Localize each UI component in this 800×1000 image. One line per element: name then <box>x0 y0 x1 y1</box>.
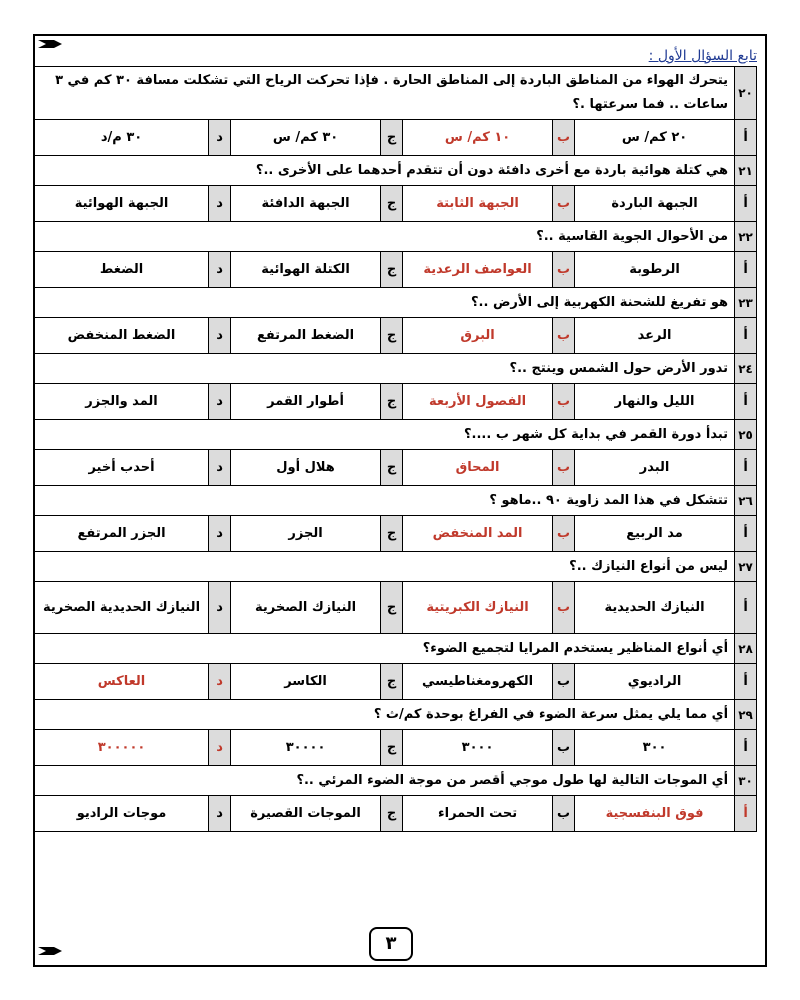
question-number: ٢٦ <box>735 486 757 516</box>
option-letter: ب <box>553 186 575 222</box>
question-text: تبدأ دورة القمر في بداية كل شهر ب ....؟ <box>35 420 735 450</box>
option-letter: ج <box>381 516 403 552</box>
question-number: ٢٥ <box>735 420 757 450</box>
option-answer: الجزر المرتفع <box>35 516 209 552</box>
option-answer-correct: البرق <box>403 318 553 354</box>
option-answer-correct: ٣٠٠٠٠٠ <box>35 730 209 766</box>
option-answer-correct: النيازك الكبريتية <box>403 582 553 634</box>
option-letter: ب <box>553 796 575 832</box>
option-letter: أ <box>735 120 757 156</box>
options-row <box>35 450 757 486</box>
option-answer: الضغط <box>35 252 209 288</box>
question-number: ٣٠ <box>735 766 757 796</box>
arrow-right-icon <box>36 944 64 958</box>
options-row <box>35 120 757 156</box>
option-answer: الضغط المرتفع <box>231 318 381 354</box>
options-row <box>35 186 757 222</box>
question-row <box>35 156 757 186</box>
option-letter: ج <box>381 796 403 832</box>
question-row <box>35 634 757 664</box>
option-answer: الجبهة الدافئة <box>231 186 381 222</box>
option-letter: ج <box>381 186 403 222</box>
option-letter: د <box>209 120 231 156</box>
option-answer: مد الربيع <box>575 516 735 552</box>
option-answer: تحت الحمراء <box>403 796 553 832</box>
option-answer: ٣٠٠٠٠ <box>231 730 381 766</box>
option-answer: أحدب أخير <box>35 450 209 486</box>
option-letter: ج <box>381 384 403 420</box>
option-answer: الجزر <box>231 516 381 552</box>
option-answer: البدر <box>575 450 735 486</box>
option-answer: الراديوي <box>575 664 735 700</box>
options-row <box>35 730 757 766</box>
option-letter: ب <box>553 730 575 766</box>
question-row <box>35 700 757 730</box>
option-letter: ج <box>381 318 403 354</box>
options-row <box>35 664 757 700</box>
arrow-right-icon <box>36 37 64 51</box>
option-answer: الضغط المنخفض <box>35 318 209 354</box>
question-text: أي الموجات التالية لها طول موجي أقصر من موجة الضوء المرئي ..؟ <box>35 766 735 796</box>
option-letter: ج <box>381 450 403 486</box>
option-letter: د <box>209 730 231 766</box>
question-number: ٢٨ <box>735 634 757 664</box>
option-answer-correct: الجبهة الثابتة <box>403 186 553 222</box>
options-row <box>35 384 757 420</box>
option-letter: ب <box>553 252 575 288</box>
option-letter: ب <box>553 664 575 700</box>
question-number: ٢٩ <box>735 700 757 730</box>
option-letter: د <box>209 664 231 700</box>
option-letter: أ <box>735 516 757 552</box>
option-letter: ج <box>381 120 403 156</box>
question-row <box>35 552 757 582</box>
option-letter: د <box>209 318 231 354</box>
option-letter: ب <box>553 384 575 420</box>
question-row <box>35 354 757 384</box>
page-number: ٣ <box>369 927 413 961</box>
option-answer: هلال أول <box>231 450 381 486</box>
option-answer: ٣٠٠ <box>575 730 735 766</box>
question-text: أي مما يلي يمثل سرعة الضوء في الفراغ بوحدة كم/ث ؟ <box>35 700 735 730</box>
option-answer: الرطوبة <box>575 252 735 288</box>
option-answer: ٣٠ كم/ س <box>231 120 381 156</box>
option-answer: ٣٠٠٠ <box>403 730 553 766</box>
question-number: ٢٢ <box>735 222 757 252</box>
question-row <box>35 486 757 516</box>
option-letter: أ <box>735 384 757 420</box>
question-text: ليس من أنواع النيازك ..؟ <box>35 552 735 582</box>
question-text: أي أنواع المناظير يستخدم المرايا لتجميع الضوء؟ <box>35 634 735 664</box>
option-letter: د <box>209 384 231 420</box>
option-answer: النيازك الحديدية <box>575 582 735 634</box>
options-row <box>35 516 757 552</box>
question-text: من الأحوال الجوية القاسية ..؟ <box>35 222 735 252</box>
option-letter: ج <box>381 664 403 700</box>
option-letter: ب <box>553 318 575 354</box>
option-answer: النيازك الحديدية الصخرية <box>35 582 209 634</box>
option-answer-correct: العواصف الرعدية <box>403 252 553 288</box>
options-row <box>35 318 757 354</box>
option-answer: أطوار القمر <box>231 384 381 420</box>
options-row <box>35 252 757 288</box>
question-text: تتشكل في هذا المد زاوية ٩٠ ..ماهو ؟ <box>35 486 735 516</box>
option-answer: الكهرومغناطيسي <box>403 664 553 700</box>
question-number: ٢٠ <box>735 67 757 120</box>
option-answer: الرعد <box>575 318 735 354</box>
option-answer: ٣٠ م/د <box>35 120 209 156</box>
option-letter: أ <box>735 186 757 222</box>
option-answer: الكتلة الهوائية <box>231 252 381 288</box>
option-letter: أ <box>735 450 757 486</box>
option-letter: أ <box>735 664 757 700</box>
option-letter: أ <box>735 582 757 634</box>
option-answer: ٢٠ كم/ س <box>575 120 735 156</box>
option-answer: الجبهة الباردة <box>575 186 735 222</box>
question-number: ٢٣ <box>735 288 757 318</box>
option-letter: أ <box>735 730 757 766</box>
question-text: هي كتلة هوائية باردة مع أخرى دافئة دون أن تتقدم أحدهما على الأخرى ..؟ <box>35 156 735 186</box>
question-row <box>35 420 757 450</box>
question-number: ٢١ <box>735 156 757 186</box>
option-letter: ب <box>553 516 575 552</box>
option-answer-correct: ١٠ كم/ س <box>403 120 553 156</box>
option-answer: المد والجزر <box>35 384 209 420</box>
question-number: ٢٤ <box>735 354 757 384</box>
option-letter: ب <box>553 450 575 486</box>
option-letter: د <box>209 582 231 634</box>
question-text: هو تفريغ للشحنة الكهربية إلى الأرض ..؟ <box>35 288 735 318</box>
question-text: يتحرك الهواء من المناطق الباردة إلى المناطق الحارة . فإذا تحركت الرياح التي تشكلت مسافة ٣٠ كم في ٣ ساعات .. فما سرعتها .؟ <box>35 67 735 120</box>
questions-table <box>34 66 757 832</box>
option-letter: ج <box>381 582 403 634</box>
option-letter: أ <box>735 252 757 288</box>
option-letter: ب <box>553 120 575 156</box>
options-row <box>35 582 757 634</box>
options-row <box>35 796 757 832</box>
question-text: تدور الأرض حول الشمس وينتج ..؟ <box>35 354 735 384</box>
option-answer-correct: فوق البنفسجية <box>575 796 735 832</box>
question-row <box>35 766 757 796</box>
question-number: ٢٧ <box>735 552 757 582</box>
option-letter: ج <box>381 730 403 766</box>
option-answer: الكاسر <box>231 664 381 700</box>
page-header: تابع السؤال الأول : <box>648 48 757 64</box>
option-letter: أ <box>735 318 757 354</box>
question-row <box>35 67 757 120</box>
option-answer-correct: العاكس <box>35 664 209 700</box>
option-answer: موجات الراديو <box>35 796 209 832</box>
option-letter: د <box>209 252 231 288</box>
option-letter: ج <box>381 252 403 288</box>
option-letter: أ <box>735 796 757 832</box>
option-answer-correct: المحاق <box>403 450 553 486</box>
option-answer-correct: الفصول الأربعة <box>403 384 553 420</box>
option-letter: د <box>209 186 231 222</box>
option-answer-correct: المد المنخفض <box>403 516 553 552</box>
option-letter: د <box>209 516 231 552</box>
option-answer: النيازك الصخرية <box>231 582 381 634</box>
option-answer: الجبهة الهوائية <box>35 186 209 222</box>
question-row <box>35 222 757 252</box>
option-letter: د <box>209 450 231 486</box>
option-answer: الليل والنهار <box>575 384 735 420</box>
option-letter: ب <box>553 582 575 634</box>
option-letter: د <box>209 796 231 832</box>
option-answer: الموجات القصيرة <box>231 796 381 832</box>
question-row <box>35 288 757 318</box>
